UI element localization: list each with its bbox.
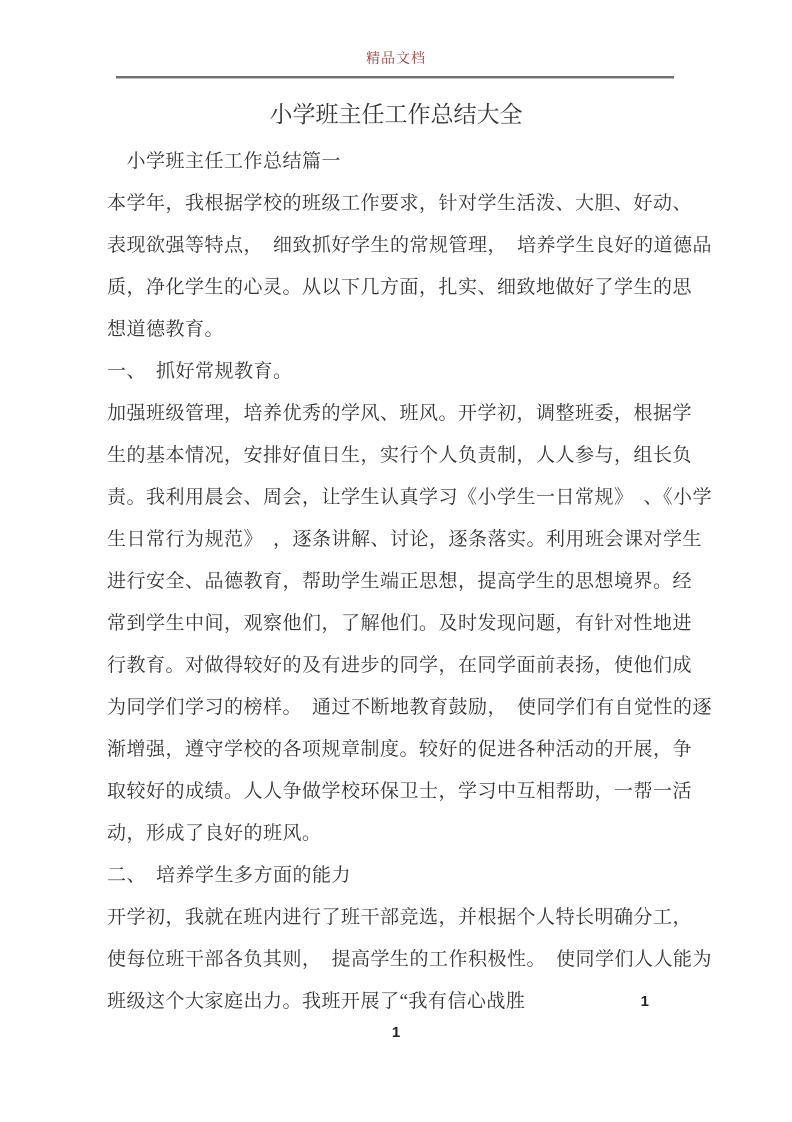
text-line bbox=[107, 981, 693, 1023]
text-line-content: 二、 培养学生多方面的能力 bbox=[107, 865, 352, 886]
text-line-content: 班级这个大家庭出力。我班开展了“我有信心战胜 bbox=[107, 991, 526, 1012]
text-line-content: 使每位班干部各负其则， 提高学生的工作积极性。 使同学们人人能为 bbox=[107, 949, 713, 970]
text-line-content: 小学班主任工作总结篇一 bbox=[107, 151, 342, 172]
text-line bbox=[107, 435, 693, 477]
document-title: 小学班主任工作总结大全 bbox=[269, 102, 523, 127]
text-line-content: 质，净化学生的心灵。从以下几方面，扎实、细致地做好了学生的思 bbox=[107, 277, 693, 298]
text-line-content: 一、 抓好常规教育。 bbox=[107, 361, 293, 382]
text-line-content: 渐增强，遵守学校的各项规章制度。较好的促进各种活动的开展，争 bbox=[107, 739, 693, 760]
text-line bbox=[107, 477, 713, 519]
text-line-content: 行教育。对做得较好的及有进步的同学，在同学面前表扬，使他们成 bbox=[107, 655, 693, 676]
text-line bbox=[107, 519, 703, 561]
text-line bbox=[107, 771, 693, 813]
text-line bbox=[107, 561, 693, 603]
text-line-content: 进行安全、品德教育，帮助学生端正思想，提高学生的思想境界。经 bbox=[107, 571, 693, 592]
inline-page-marker: 1 bbox=[640, 993, 649, 1010]
text-line-content: 责。我利用晨会、周会，让学生认真学习《小学生一日常规》 、《小学 bbox=[107, 487, 713, 508]
text-line bbox=[107, 939, 713, 981]
text-line-content: 开学初，我就在班内进行了班干部竞选，并根据个人特长明确分工， bbox=[107, 907, 693, 928]
text-line-content: 表现欲强等特点， 细致抓好学生的常规管理， 培养学生良好的道德品 bbox=[107, 235, 713, 256]
text-line-content: 取较好的成绩。人人争做学校环保卫士，学习中互相帮助，一帮一活 bbox=[107, 781, 693, 802]
text-line bbox=[107, 309, 693, 351]
text-line bbox=[107, 603, 693, 645]
text-line bbox=[107, 141, 693, 183]
document-body bbox=[107, 141, 713, 1023]
text-line bbox=[107, 351, 693, 393]
text-line-content: 想道德教育。 bbox=[107, 319, 225, 340]
text-line bbox=[107, 855, 693, 897]
text-line bbox=[107, 393, 693, 435]
text-line bbox=[107, 813, 693, 855]
text-line-content: 动，形成了良好的班风。 bbox=[107, 823, 322, 844]
text-line bbox=[107, 183, 693, 225]
text-line bbox=[107, 645, 693, 687]
text-line bbox=[107, 225, 713, 267]
text-line-content: 生日常行为规范》 ，逐条讲解、讨论，逐条落实。利用班会课对学生 bbox=[107, 529, 703, 550]
page-number: 1 bbox=[391, 1024, 401, 1041]
text-line-content: 为同学们学习的榜样。 通过不断地教育鼓励， 使同学们有自觉性的逐 bbox=[107, 697, 713, 718]
text-line-content: 生的基本情况，安排好值日生，实行个人负责制，人人参与，组长负 bbox=[107, 445, 693, 466]
text-line-content: 本学年，我根据学校的班级工作要求，针对学生活泼、大胆、好动、 bbox=[107, 193, 693, 214]
header-rule bbox=[116, 76, 674, 79]
text-line-content: 常到学生中间，观察他们，了解他们。及时发现问题，有针对性地进 bbox=[107, 613, 693, 634]
text-line bbox=[107, 267, 693, 309]
text-line bbox=[107, 687, 713, 729]
text-line-content: 加强班级管理，培养优秀的学风、班风。开学初，调整班委，根据学 bbox=[107, 403, 693, 424]
text-line bbox=[107, 897, 693, 939]
header-watermark-text: 精品文档 bbox=[366, 52, 426, 67]
text-line bbox=[107, 729, 693, 771]
